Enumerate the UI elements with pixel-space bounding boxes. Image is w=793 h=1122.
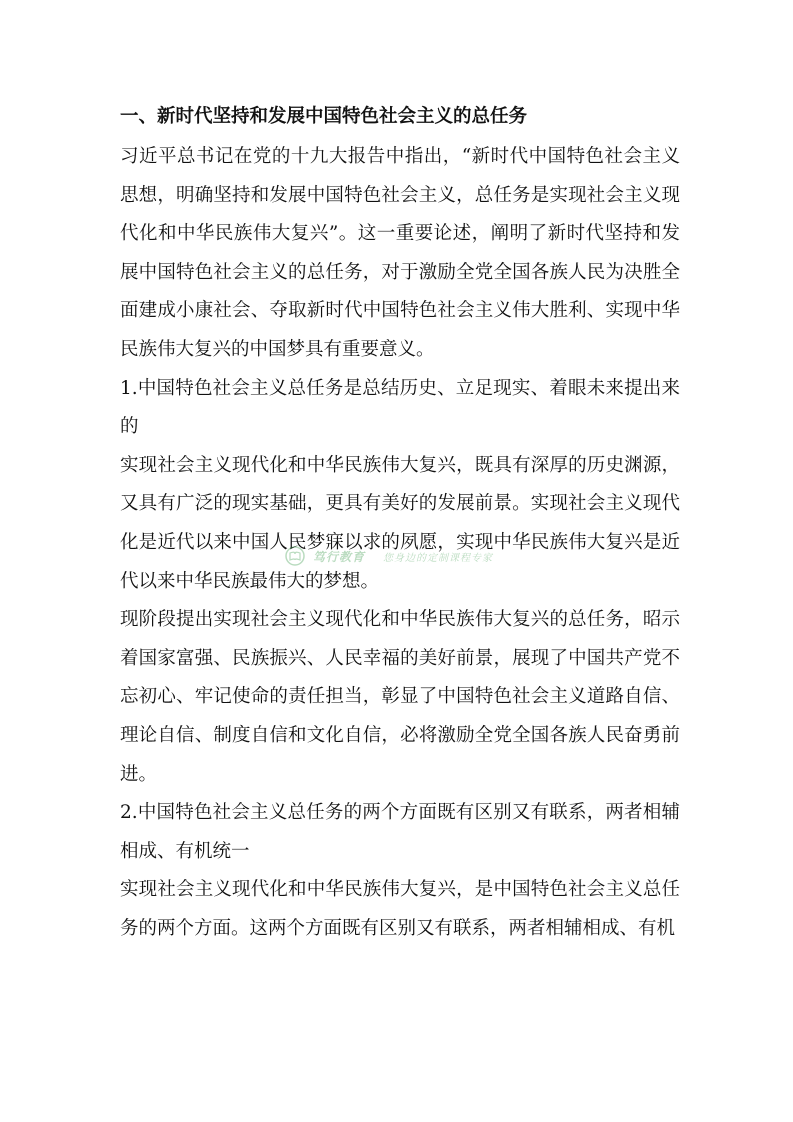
document-body — [120, 100, 680, 948]
paragraph-intro: 习近平总书记在党的十九大报告中指出，“新时代中国特色社会主义思想，明确坚持和发展中国特色社会主义，总任务是实现社会主义现代化和中华民族伟大复兴”。这一重要论述，阐明了新时代坚持和发展中国特色社会主义的总任务，对于激励全党全国各族人民为决胜全面建成小康社会、夺取新时代中国特色社会主义伟大胜利、实现中华民族伟大复兴的中国梦具有重要意义。 — [120, 146, 680, 360]
subheading-1: 1.中国特色社会主义总任务是总结历史、立足现实、着眼未来提出来的 — [120, 377, 680, 438]
watermark-brand: 笃行教育 — [313, 549, 366, 564]
paragraph-1a: 实现社会主义现代化和中华民族伟大复兴，既具有深厚的历史渊源，又具有广泛的现实基础，更具有美好的发展前景。实现社会主义现代化是近代以来中国人民梦寐以求的夙愿，实现中华民族伟大复兴是近代以来中华民族最伟大的梦想。 — [120, 454, 680, 592]
paragraph-2a: 实现社会主义现代化和中华民族伟大复兴，是中国特色社会主义总任务的两个方面。这两个方面既有区别又有联系，两者相辅相成、有机 — [120, 879, 680, 939]
watermark-slogan: 您身边的定制课程专家 — [383, 552, 494, 564]
section-heading: 一、新时代坚持和发展中国特色社会主义的总任务 — [120, 106, 528, 127]
paragraph-1b: 现阶段提出实现社会主义现代化和中华民族伟大复兴的总任务，昭示着国家富强、民族振兴、人民幸福的美好前景，展现了中国共产党不忘初心、牢记使命的责任担当，彰显了中国特色社会主义道路自信、理论自信、制度自信和文化自信，必将激励全党全国各族人民奋勇前进。 — [120, 609, 680, 785]
subheading-2: 2.中国特色社会主义总任务的两个方面既有区别又有联系，两者相辅相成、有机统一 — [120, 802, 680, 862]
